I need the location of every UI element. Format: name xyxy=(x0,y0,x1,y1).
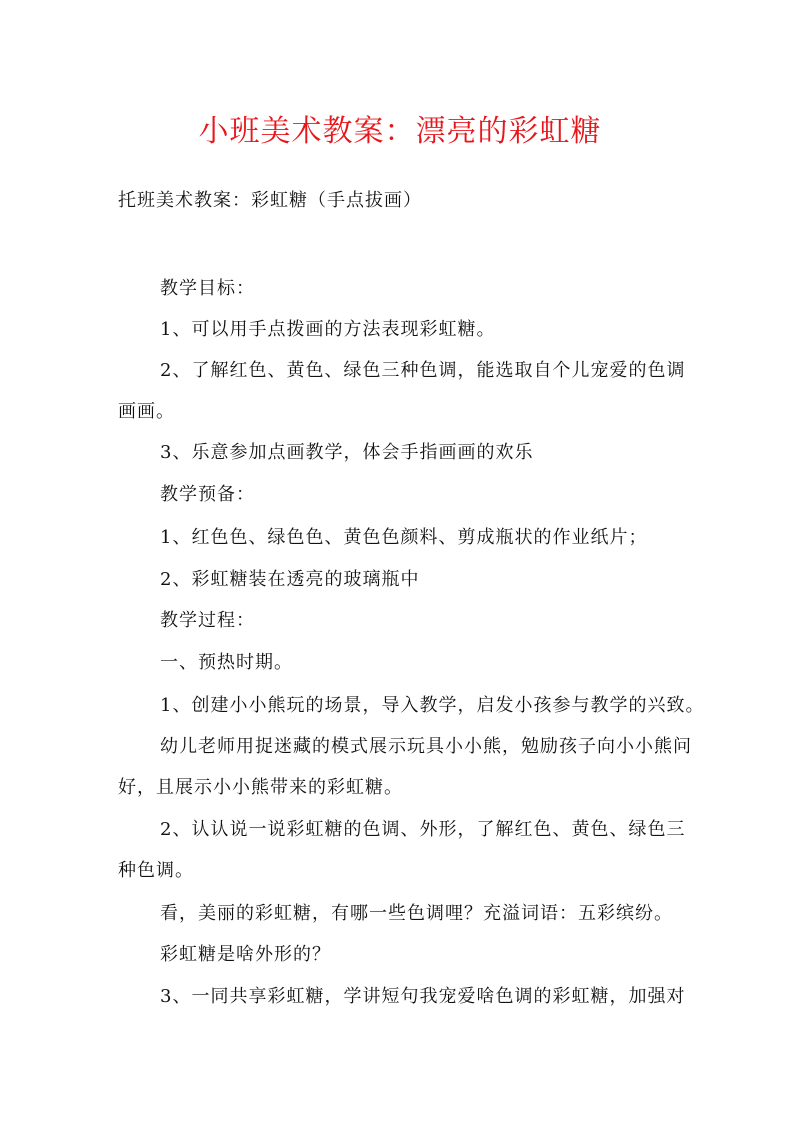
paragraph-line: 2、认认说一说彩虹糖的色调、外形，了解红色、黄色、绿色三 xyxy=(160,819,686,840)
paragraph-line: 3、乐意参加点画教学，体会手指画画的欢乐 xyxy=(160,442,534,463)
paragraph-line: 看，美丽的彩虹糖，有哪一些色调哩？充溢词语：五彩缤纷。 xyxy=(160,903,673,924)
document-subtitle: 托班美术教案：彩虹糖（手点拔画） xyxy=(118,190,422,211)
paragraph-line: 1、可以用手点拨画的方法表现彩虹糖。 xyxy=(160,319,496,340)
paragraph-line: 2、彩虹糖装在透亮的玻璃瓶中 xyxy=(160,569,420,590)
document-title: 小班美术教案：漂亮的彩虹糖 xyxy=(198,114,602,149)
paragraph-line: 1、创建小小熊玩的场景，导入教学，启发小孩参与教学的兴致。 xyxy=(160,695,705,716)
paragraph-line: 彩虹糖是啥外形的？ xyxy=(160,944,331,965)
paragraph-line: 画画。 xyxy=(118,401,175,422)
paragraph-line: 种色调。 xyxy=(118,860,194,881)
paragraph-line: 3、一同共享彩虹糖，学讲短句我宠爱啥色调的彩虹糖，加强对 xyxy=(160,986,686,1007)
paragraph-line: 2、了解红色、黄色、绿色三种色调，能选取自个儿宠爱的色调 xyxy=(160,360,686,381)
paragraph-line: 1、红色色、绿色色、黄色色颜料、剪成瓶状的作业纸片； xyxy=(160,527,648,548)
paragraph-line: 好，且展示小小熊带来的彩虹糖。 xyxy=(118,777,403,798)
paragraph-line: 一、预热时期。 xyxy=(160,652,293,673)
paragraph-line: 教学过程： xyxy=(160,610,255,631)
paragraph-line: 教学预备： xyxy=(160,484,255,505)
paragraph-line: 教学目标： xyxy=(160,278,255,299)
paragraph-line: 幼儿老师用捉迷藏的模式展示玩具小小熊，勉励孩子向小小熊问 xyxy=(160,736,692,757)
